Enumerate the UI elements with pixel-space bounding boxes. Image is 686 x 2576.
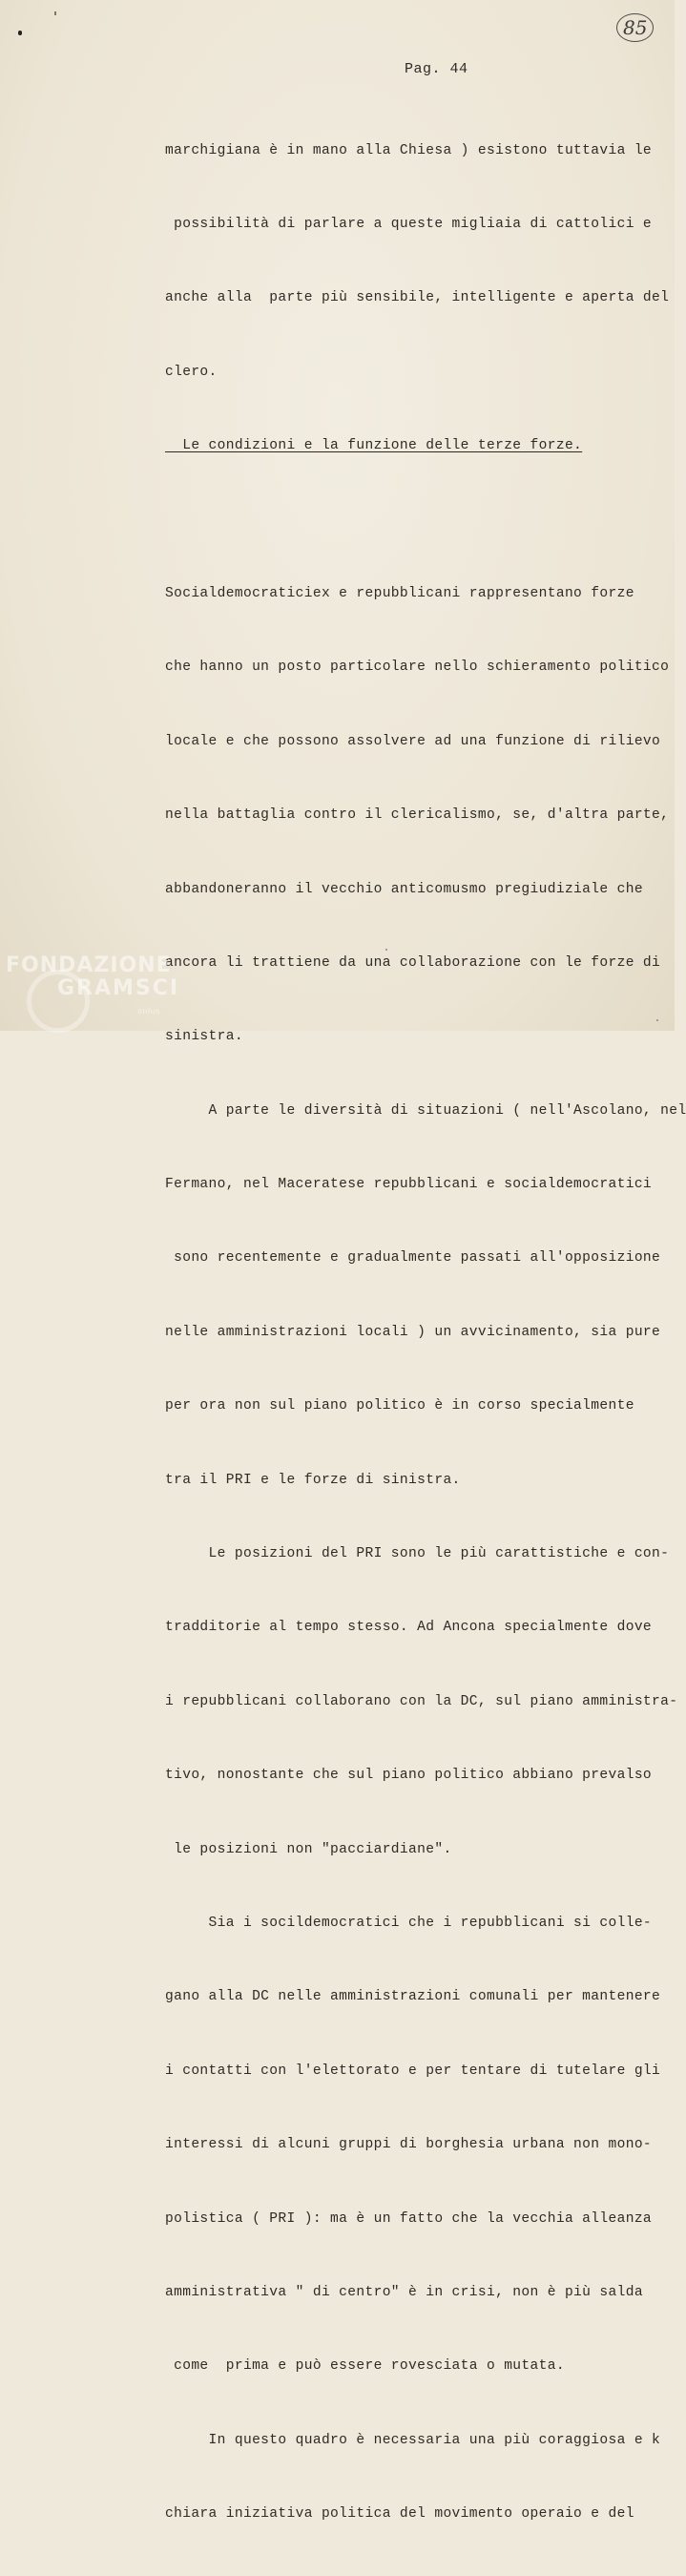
ink-mark — [54, 11, 56, 15]
text-line: tradditorie al tempo stesso. Ad Ancona specialmente dove — [165, 1620, 653, 1636]
text-line: interessi di alcuni gruppi di borghesia urbana non mono- — [165, 2137, 653, 2153]
text-line: A parte le diversità di situazioni ( nell'Ascolano, nel — [165, 1102, 686, 1119]
text-line: marchigiana è in mano alla Chiesa ) esistono tuttavia le — [165, 142, 653, 158]
text-line: abbandoneranno il vecchio anticomusmo pregiudiziale che — [165, 881, 643, 897]
paper-speck — [385, 949, 387, 951]
watermark-logo — [6, 954, 179, 1023]
text-line: anche alla parte più sensibile, intelligente e aperta del — [165, 290, 670, 306]
text-line: sono recentemente e gradualmente passati all'opposizione — [165, 1250, 661, 1267]
text-line: amministrativa " di centro" è in crisi, non è più salda — [165, 2284, 643, 2300]
text-line: polistica ( PRI ): ma è un fatto che la vecchia alleanza — [165, 2210, 653, 2227]
text-line: per ora non sul piano politico è in corso specialmente — [165, 1398, 634, 1414]
page-number: Pag. 44 — [405, 61, 468, 77]
text-line: Sia i socildemocratici che i repubblicani si colle- — [165, 1915, 653, 1931]
text-line: i repubblicani collaborano con la DC, sul piano amministra- — [165, 1693, 678, 1709]
text-line: In questo quadro è necessaria una più coraggiosa e k — [165, 2432, 661, 2448]
ink-mark — [18, 31, 22, 35]
text-line: clero. — [165, 364, 218, 380]
watermark-line-2: GRAMSCI — [57, 976, 180, 1000]
text-line: nelle amministrazioni locali ) un avvicinamento, sia pure — [165, 1324, 661, 1340]
text-line: chiara iniziativa politica del movimento operaio e del — [165, 2506, 634, 2523]
text-line: che hanno un posto particolare nello schieramento politico — [165, 660, 670, 676]
watermark-line-1: FONDAZIONE — [6, 953, 172, 977]
text-line: tivo, nonostante che sul piano politico abbiano prevalso — [165, 1768, 653, 1784]
watermark-line-3: onlus — [137, 1007, 160, 1016]
text-line: tra il PRI e le forze di sinistra. — [165, 1472, 461, 1488]
typed-text-body — [165, 90, 686, 2576]
text-line: come prima e può essere rovesciata o mutata. — [165, 2358, 565, 2375]
text-line: nella battaglia contro il clericalismo, se, d'altra parte, — [165, 807, 670, 824]
text-line: Le posizioni del PRI sono le più carattistiche e con- — [165, 1546, 670, 1562]
section-heading: Le condizioni e la funzione delle terze forze. — [165, 438, 583, 454]
text-line: gano alla DC nelle amministrazioni comunali per mantenere — [165, 1989, 661, 2005]
archive-stamp: 85 — [616, 13, 654, 42]
text-line: Socialdemocraticiex e repubblicani rappresentano forze — [165, 585, 634, 601]
text-line: locale e che possono assolvere ad una funzione di rilievo — [165, 733, 661, 749]
text-line: sinistra. — [165, 1029, 243, 1045]
text-line: le posizioni non "pacciardiane". — [165, 1841, 452, 1857]
paper-speck — [656, 1019, 658, 1021]
text-line: ancora li trattiene da una collaborazione con le forze di — [165, 954, 661, 971]
text-line: possibilità di parlare a queste migliaia di cattolici e — [165, 216, 653, 232]
text-line: Fermano, nel Maceratese repubblicani e socialdemocratici — [165, 1177, 653, 1193]
text-line: i contatti con l'elettorato e per tentare di tutelare gli — [165, 2063, 661, 2079]
text-line — [165, 509, 642, 534]
